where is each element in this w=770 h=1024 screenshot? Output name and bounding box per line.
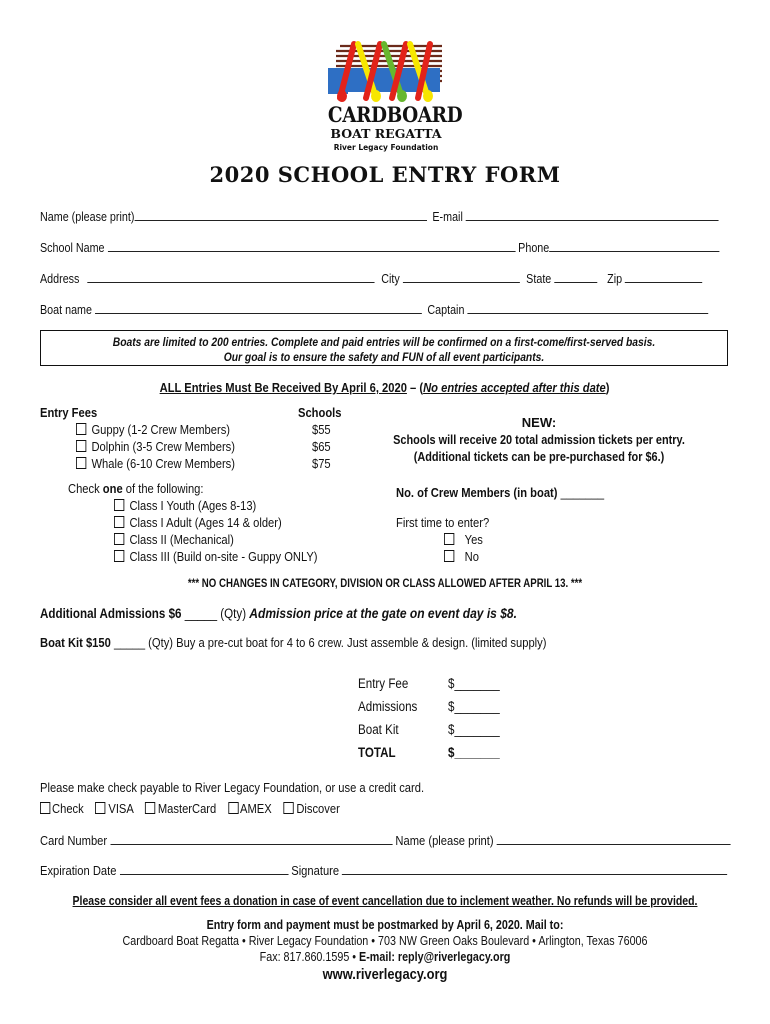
class-adult-checkbox[interactable] [114, 516, 124, 528]
class-onsite-checkbox[interactable] [114, 550, 124, 562]
method-visa[interactable]: VISA [95, 801, 133, 816]
whale-checkbox[interactable] [76, 457, 86, 469]
class-adult[interactable]: Class I Adult (Ages 14 & older) [114, 515, 282, 530]
donation-notice: Please consider all event fees a donation in case of event cancellation due to inclement weather. No refunds will be provided. [72, 894, 698, 908]
class-mechanical-checkbox[interactable] [114, 533, 124, 545]
logo-subtitle: BOAT REGATTA [330, 126, 442, 141]
total-entry-fee-value[interactable]: $_______ [448, 676, 500, 691]
footer-address: Cardboard Boat Regatta • River Legacy Foundation • 703 NW Green Oaks Boulevard • Arlington, Texas 76006 [122, 934, 648, 948]
class-youth-checkbox[interactable] [114, 499, 124, 511]
total-boat-kit-value[interactable]: $_______ [448, 722, 500, 737]
first-time-no[interactable]: No [444, 549, 479, 564]
logo [318, 40, 463, 158]
fee-dolphin[interactable]: Dolphin (3-5 Crew Members) [76, 439, 235, 454]
price-whale: $75 [312, 456, 331, 471]
entry-limit-notice: Boats are limited to 200 entries. Complete and paid entries will be confirmed on a first-come/first-served basis. Our goal is to ensure the safety and FUN of all event participants. [40, 330, 728, 366]
crew-count-field[interactable]: No. of Crew Members (in boat) _______ [396, 485, 605, 500]
no-changes-notice: *** NO CHANGES IN CATEGORY, DIVISION OR CLASS ALLOWED AFTER APRIL 13. *** [187, 578, 583, 590]
total-admissions-value[interactable]: $_______ [448, 699, 500, 714]
class-onsite[interactable]: Class III (Build on-site - Guppy ONLY) [114, 549, 318, 564]
payment-note: Please make check payable to River Legacy Foundation, or use a credit card. [40, 780, 425, 795]
page-title: 2020 SCHOOL ENTRY FORM [209, 162, 561, 187]
footer-email[interactable]: E-mail: reply@riverlegacy.org [359, 950, 511, 964]
total-label: TOTAL [358, 745, 396, 760]
fee-guppy[interactable]: Guppy (1-2 Crew Members) [76, 422, 230, 437]
total-admissions-label: Admissions [358, 699, 418, 714]
new-title: NEW: [521, 415, 557, 430]
price-guppy: $55 [312, 422, 331, 437]
dolphin-checkbox[interactable] [76, 440, 86, 452]
address-field[interactable]: Address City State Zip [40, 270, 702, 286]
method-discover[interactable]: Discover [283, 801, 339, 816]
new-line1: Schools will receive 20 total admission tickets per entry. [393, 432, 685, 447]
class-prompt: Check one of the following: [68, 481, 204, 496]
expiration-field[interactable]: Expiration Date Signature [40, 862, 728, 878]
method-check[interactable]: Check [40, 801, 84, 816]
logo-foundation: River Legacy Foundation [333, 143, 439, 152]
logo-title: CARDBOARD [327, 102, 463, 127]
first-time-label: First time to enter? [396, 515, 490, 530]
total-boat-kit-label: Boat Kit [358, 722, 399, 737]
total-entry-fee-label: Entry Fee [358, 676, 409, 691]
footer-website[interactable]: www.riverlegacy.org [322, 966, 448, 983]
guppy-checkbox[interactable] [76, 423, 86, 435]
entry-fees-header: Entry Fees [40, 405, 98, 420]
school-field[interactable]: School Name Phone [40, 239, 720, 255]
first-time-yes[interactable]: Yes [444, 532, 483, 547]
schools-header: Schools [298, 405, 342, 420]
deadline-line: ALL Entries Must Be Received By April 6, 2020 – (No entries accepted after this date) [160, 380, 610, 395]
class-mechanical[interactable]: Class II (Mechanical) [114, 532, 234, 547]
regatta-paddles-graphic [318, 40, 454, 102]
no-checkbox[interactable] [444, 550, 454, 562]
method-mastercard[interactable]: MasterCard [145, 801, 216, 816]
payment-methods [40, 801, 340, 816]
total-value[interactable]: $_______ [448, 745, 500, 760]
card-number-field[interactable]: Card Number Name (please print) [40, 832, 731, 848]
method-amex[interactable]: AMEX [228, 801, 272, 816]
yes-checkbox[interactable] [444, 533, 454, 545]
new-line2: (Additional tickets can be pre-purchased for $6.) [413, 449, 665, 464]
price-dolphin: $65 [312, 439, 331, 454]
class-youth[interactable]: Class I Youth (Ages 8-13) [114, 498, 256, 513]
boat-name-field[interactable]: Boat name Captain [40, 301, 708, 317]
boat-kit-field[interactable]: Boat Kit $150 _____ (Qty) Buy a pre-cut boat for 4 to 6 crew. Just assemble & design. (limited supply) [40, 635, 547, 650]
fee-whale[interactable]: Whale (6-10 Crew Members) [76, 456, 235, 471]
additional-admissions-field[interactable]: Additional Admissions $6 _____ (Qty) Admission price at the gate on event day is $8. [40, 605, 517, 621]
footer-contact: Fax: 817.860.1595 • E-mail: reply@riverlegacy.org [259, 950, 511, 964]
footer-deadline: Entry form and payment must be postmarked by April 6, 2020. Mail to: [206, 918, 564, 932]
name-field[interactable]: Name (please print) E-mail [40, 208, 719, 224]
